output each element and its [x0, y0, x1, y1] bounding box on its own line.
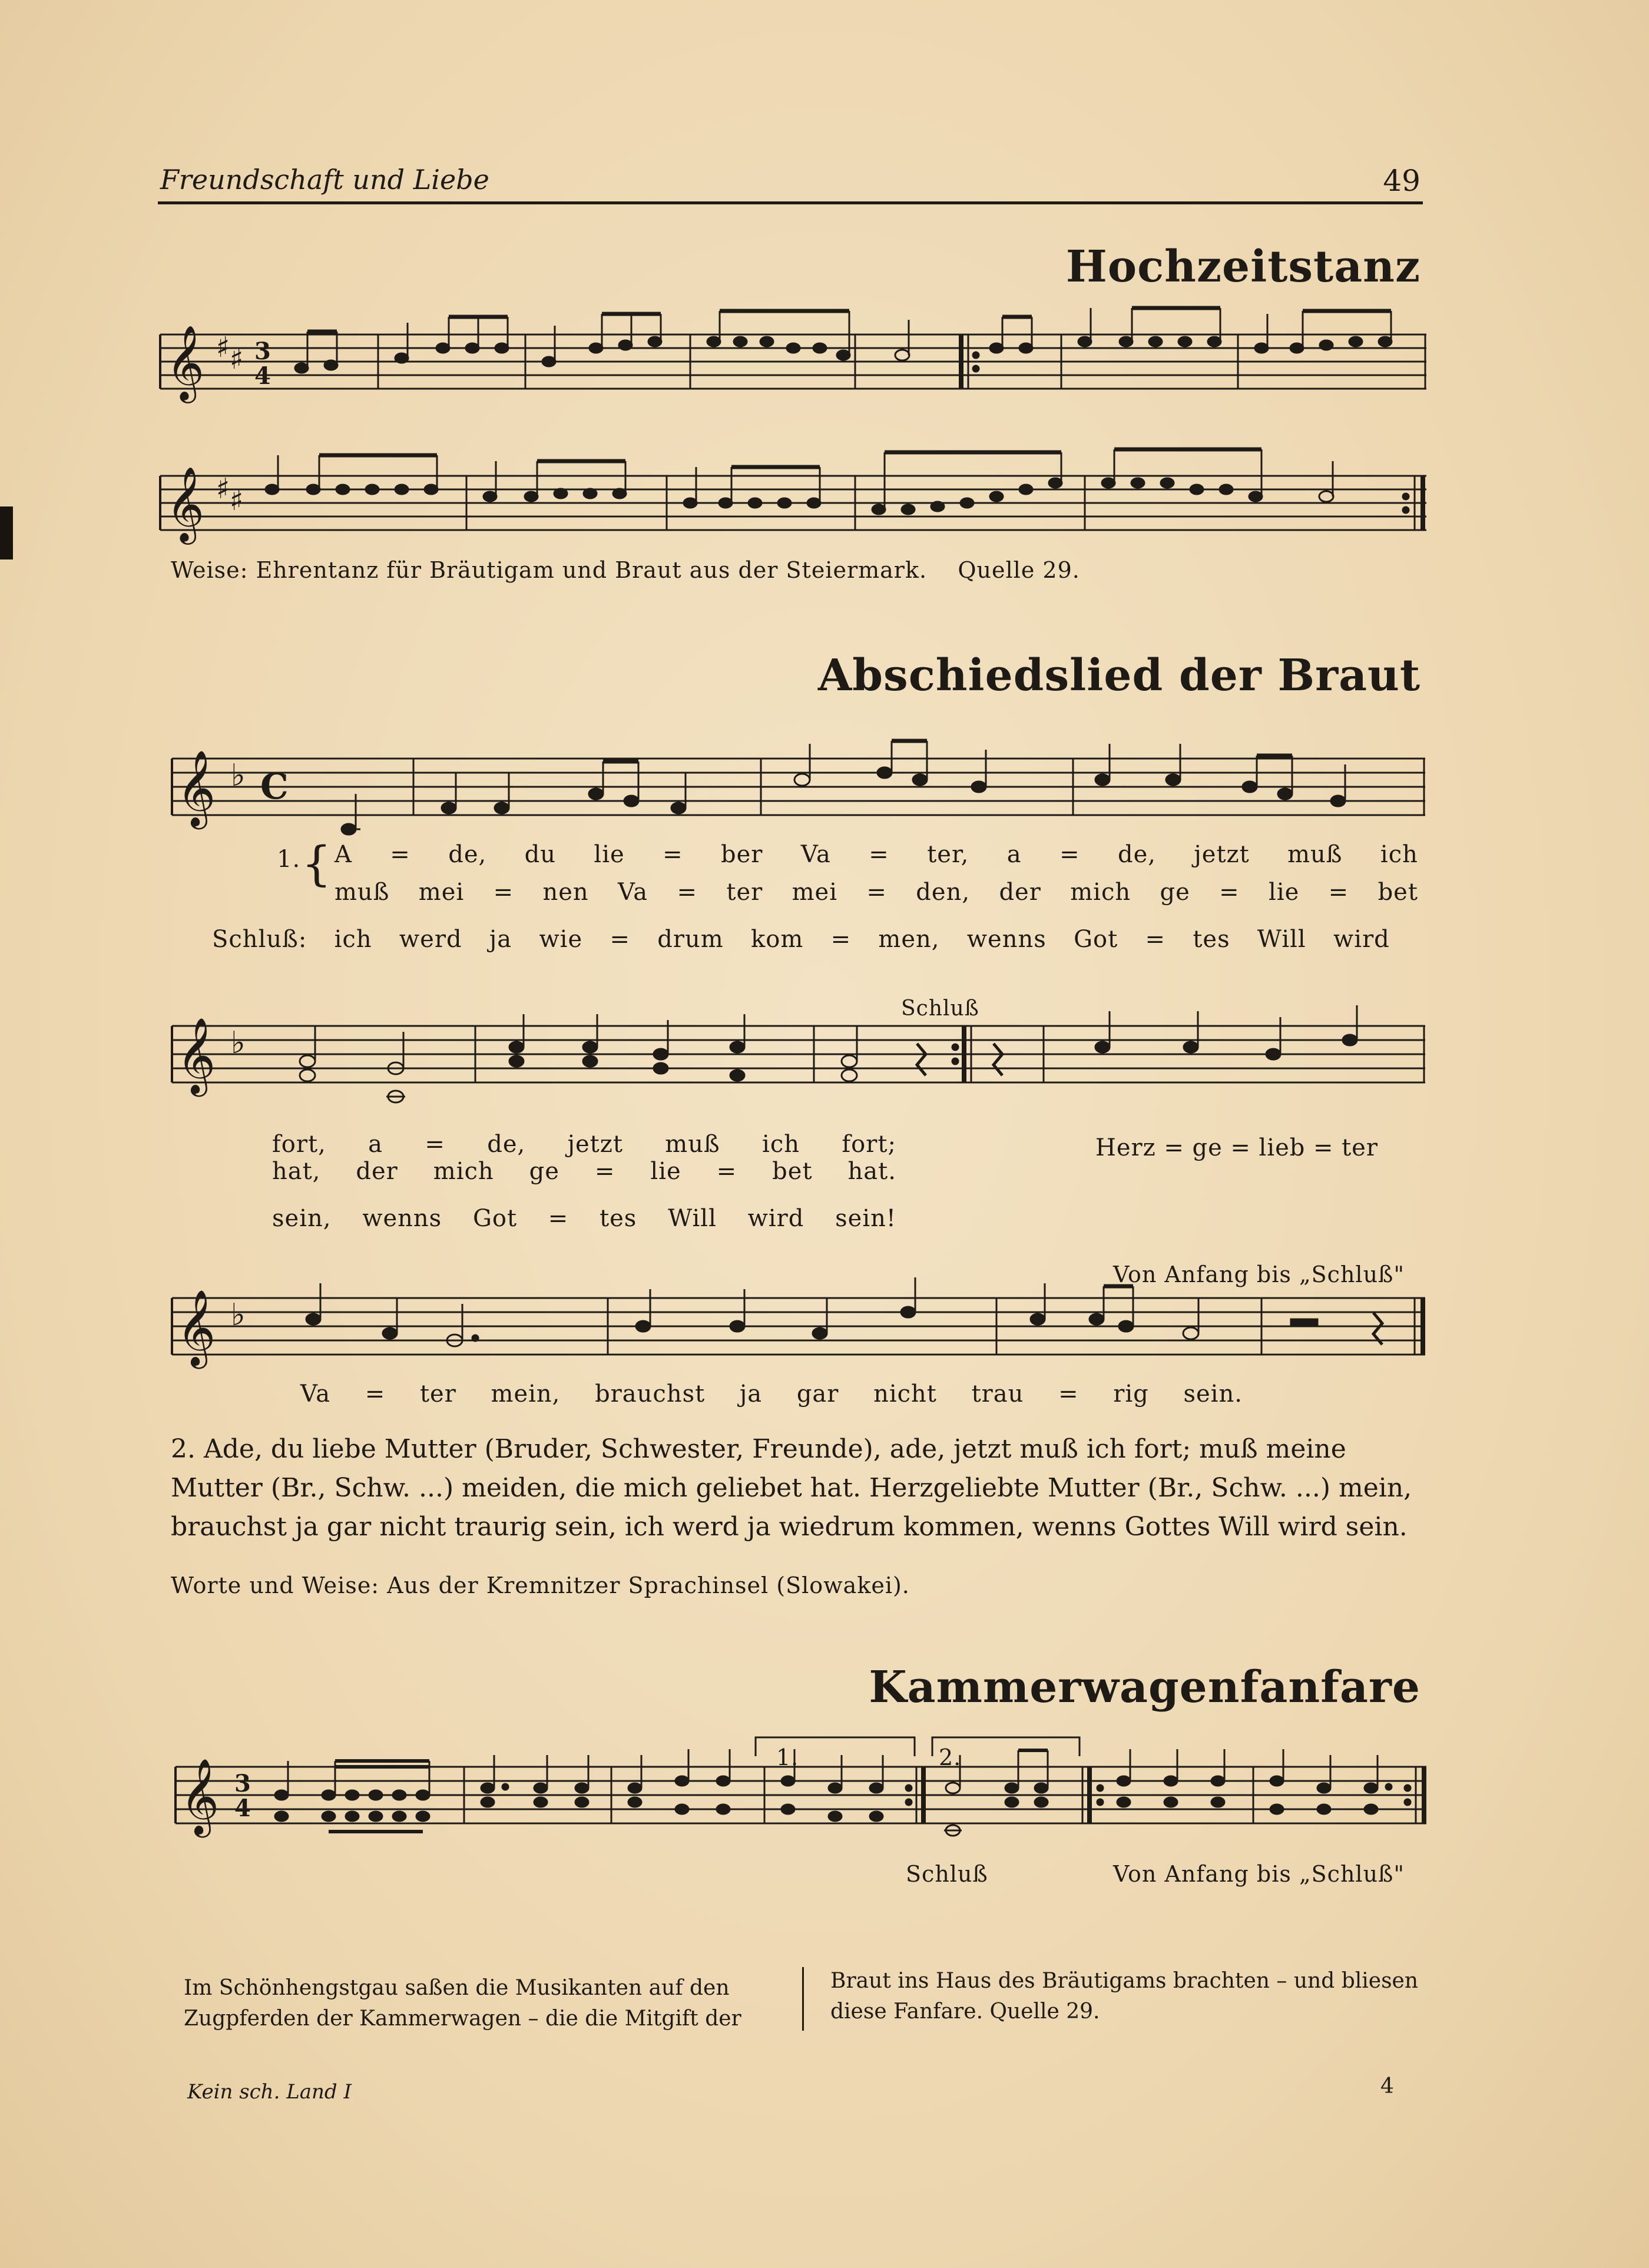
lyric-syllable: hat. — [847, 1158, 896, 1185]
lyrics-line2-verse2 — [272, 1158, 896, 1185]
lyric-syllable: mich — [1070, 879, 1131, 906]
song1-source: Weise: Ehrentanz für Bräutigam und Braut aus der Steiermark. — [171, 557, 928, 583]
lyric-syllable: bet — [772, 1158, 813, 1185]
lyric-syllable: mei — [418, 879, 465, 906]
song1-source-caption — [171, 557, 1080, 583]
lyric-hyphen: = — [677, 879, 697, 906]
lyrics-line1-verse1 — [335, 841, 1418, 868]
svg-text:♭: ♭ — [231, 1297, 246, 1333]
lyric-syllable: ge — [1160, 879, 1190, 906]
lyric-syllable: muß — [665, 1131, 720, 1158]
lyric-syllable: Got — [1074, 926, 1118, 953]
lyric-syllable: ich — [762, 1131, 800, 1158]
lyric-syllable: sein! — [835, 1205, 896, 1232]
lyric-syllable: nicht — [873, 1380, 937, 1408]
lyrics-line1-ending — [212, 926, 1390, 953]
lyric-syllable: Herz — [1095, 1134, 1156, 1161]
lyric-syllable: a — [368, 1131, 383, 1158]
lyric-hyphen: = — [830, 926, 852, 953]
lyric-syllable: drum — [657, 926, 724, 953]
svg-text:4: 4 — [254, 362, 271, 390]
svg-text:𝄞: 𝄞 — [177, 750, 216, 826]
lyric-syllable: den, — [916, 879, 971, 906]
svg-text:♭: ♭ — [231, 1025, 246, 1061]
lyric-syllable: bet — [1378, 879, 1418, 906]
schluss-mark-fanfare: Schluß — [906, 1861, 988, 1887]
music-staff-kammerwagenfanfare — [176, 1737, 1426, 1843]
lyric-syllable: wenns — [362, 1205, 442, 1232]
lyric-syllable: fort; — [842, 1131, 896, 1158]
lyric-syllable: Will — [1257, 926, 1306, 953]
svg-text:𝄞: 𝄞 — [166, 466, 205, 541]
lyric-syllable: Va — [618, 879, 648, 906]
lyric-syllable: kom — [751, 926, 804, 953]
lyric-syllable: de, — [487, 1131, 526, 1158]
song1-quelle: Quelle 29. — [958, 557, 1080, 583]
lyric-syllable: nen — [542, 879, 589, 906]
lyric-syllable: hat, — [272, 1158, 321, 1185]
lyric-syllable: A — [335, 841, 352, 868]
verse-brace: { — [302, 836, 332, 891]
svg-text:♯: ♯ — [216, 331, 230, 364]
da-capo-abschiedslied: Von Anfang bis „Schluß" — [1113, 1262, 1405, 1287]
lyric-syllable: muß — [335, 879, 390, 906]
music-staff-abschiedslied-3 — [172, 1286, 1425, 1369]
lyric-hyphen: = — [425, 1131, 445, 1158]
footer-sheet-number: 4 — [1380, 2074, 1394, 2098]
lyric-syllable: rig — [1113, 1380, 1149, 1408]
volta-2-label: 2. — [939, 1744, 962, 1770]
lyric-syllable: sein, — [272, 1205, 332, 1232]
lyric-syllable: sein. — [1183, 1380, 1243, 1408]
lyrics-line2-refrain — [1095, 1134, 1378, 1161]
lyric-syllable: ge — [529, 1158, 559, 1185]
lyric-syllable: werd — [399, 926, 462, 953]
lyric-syllable: ter — [726, 879, 763, 906]
schluss-mark-abschiedslied: Schluß — [901, 996, 979, 1021]
lyric-syllable: Will — [668, 1205, 717, 1232]
lyric-syllable: ter — [1342, 1134, 1378, 1161]
lyric-hyphen: = — [1230, 1134, 1251, 1161]
lyrics-line2-ending — [272, 1205, 896, 1232]
lyric-syllable: wenns — [966, 926, 1047, 953]
lyric-syllable: ter — [419, 1380, 456, 1408]
lyric-syllable: Va — [300, 1380, 331, 1408]
lyric-hyphen: = — [716, 1158, 737, 1185]
lyric-syllable: ter, — [927, 841, 969, 868]
lyric-hyphen: = — [1145, 926, 1166, 953]
lyric-syllable: ich — [1380, 841, 1418, 868]
lyric-syllable: ber — [721, 841, 763, 868]
music-staff-hochzeitstanz-1 — [160, 323, 1426, 399]
lyric-hyphen: = — [594, 1158, 615, 1185]
svg-text:𝄞: 𝄞 — [177, 1289, 216, 1366]
lyric-syllable: tes — [1193, 926, 1230, 953]
lyrics-line2-verse1 — [272, 1131, 896, 1158]
binding-edge-mark — [0, 506, 13, 559]
song2-source-caption: Worte und Weise: Aus der Kremnitzer Sprachinsel (Slowakei). — [171, 1572, 910, 1598]
lyric-hyphen: = — [663, 841, 683, 868]
svg-text:♯: ♯ — [216, 472, 230, 505]
lyric-syllable: mich — [433, 1158, 494, 1185]
lyric-syllable: du — [524, 841, 556, 868]
svg-text:𝄞: 𝄞 — [166, 325, 205, 400]
da-capo-fanfare: Von Anfang bis „Schluß" — [1113, 1861, 1405, 1887]
lyric-syllable: men, — [878, 926, 940, 953]
lyric-hyphen: = — [610, 926, 630, 953]
lyric-hyphen: = — [1058, 1380, 1079, 1408]
lyric-syllable: tes — [600, 1205, 637, 1232]
page-number: 49 — [1383, 164, 1420, 198]
running-header: Freundschaft und Liebe — [160, 164, 489, 196]
verse-2-text: 2. Ade, du liebe Mutter (Bruder, Schwester, Freunde), ade, jetzt muß ich fort; muß meine Mutter (Br., Schw. ...) meiden, die mich geliebet hat. Herzgeliebte Mutter (Br., Schw. ...) mein, brauchst ja gar nicht traurig sein, ich werd ja wiedrum kommen, wenns Gottes Will wird sein. — [171, 1434, 1412, 1542]
lyric-syllable: de, — [1117, 841, 1156, 868]
lyric-syllable: trau — [971, 1380, 1024, 1408]
music-staff-abschiedslied-1 — [172, 747, 1425, 841]
lyric-syllable: lie — [594, 841, 625, 868]
lyric-syllable: Got — [472, 1205, 518, 1232]
lyric-syllable: jetzt — [567, 1131, 623, 1158]
lyrics-line1-verse2 — [335, 879, 1418, 906]
svg-text:4: 4 — [234, 1794, 251, 1822]
lyric-syllable: ja — [739, 1380, 763, 1408]
lyric-syllable: ge — [1192, 1134, 1223, 1161]
lyric-syllable: der — [999, 879, 1041, 906]
lyric-hyphen: = — [1219, 879, 1240, 906]
verse-number: 1. — [277, 846, 301, 873]
lyric-hyphen: = — [493, 879, 514, 906]
svg-text:♭: ♭ — [231, 758, 246, 793]
lyrics-line3 — [300, 1380, 1243, 1408]
lyric-syllable: lie — [650, 1158, 681, 1185]
lyric-hyphen: = — [866, 879, 887, 906]
header-rule — [158, 201, 1423, 204]
lyric-syllable: lie — [1269, 879, 1300, 906]
note-column-divider — [802, 1967, 804, 2031]
lyric-syllable: fort, — [272, 1131, 326, 1158]
lyric-hyphen: = — [869, 841, 889, 868]
lyric-hyphen: = — [1313, 1134, 1334, 1161]
lyric-syllable: muß — [1287, 841, 1343, 868]
lyric-syllable: de, — [448, 841, 487, 868]
music-staff-hochzeitstanz-2 — [160, 464, 1426, 541]
volta-1-label: 1. — [776, 1744, 799, 1770]
fanfare-note-right: Braut ins Haus des Bräutigams brachten – und bliesen diese Fanfare. Quelle 29. — [830, 1969, 1419, 2024]
lyric-syllable: ich — [334, 926, 372, 953]
lyric-hyphen: = — [390, 841, 410, 868]
song-title-kammerwagenfanfare: Kammerwagenfanfare — [869, 1662, 1420, 1713]
svg-text:♯: ♯ — [230, 343, 244, 376]
lyric-syllable: gar — [796, 1380, 839, 1408]
song-title-abschiedslied: Abschiedslied der Braut — [817, 650, 1420, 701]
footer-signature: Kein sch. Land I — [187, 2080, 352, 2104]
svg-text:3: 3 — [234, 1770, 251, 1797]
lyric-syllable: der — [356, 1158, 398, 1185]
lyric-syllable: jetzt — [1194, 841, 1250, 868]
lyric-syllable: mein, — [491, 1380, 561, 1408]
fanfare-note-left: Im Schönhengstgau saßen die Musikanten auf den Zugpferden der Kammerwagen – die die Mitgift der — [184, 1976, 741, 2031]
lyric-syllable: mei — [792, 879, 838, 906]
lyric-hyphen: = — [548, 1205, 569, 1232]
song-title-hochzeitstanz: Hochzeitstanz — [1065, 241, 1420, 292]
lyric-hyphen: = — [1328, 879, 1349, 906]
lyric-syllable: Schluß: — [212, 926, 307, 953]
lyric-syllable: brauchst — [595, 1380, 706, 1408]
music-staff-abschiedslied-2 — [172, 1014, 1425, 1108]
lyric-syllable: wird — [1333, 926, 1390, 953]
svg-text:𝄞: 𝄞 — [177, 1017, 216, 1094]
svg-text:C: C — [260, 766, 289, 807]
lyric-hyphen: = — [1164, 1134, 1184, 1161]
lyric-hyphen: = — [1059, 841, 1080, 868]
lyric-syllable: ja — [489, 926, 512, 953]
svg-text:3: 3 — [254, 337, 271, 365]
svg-text:𝄞: 𝄞 — [180, 1758, 220, 1835]
lyric-hyphen: = — [365, 1380, 386, 1408]
lyric-syllable: lieb — [1259, 1134, 1306, 1161]
lyric-syllable: Va — [800, 841, 831, 868]
lyric-syllable: wie — [539, 926, 583, 953]
svg-text:♯: ♯ — [230, 484, 244, 517]
lyric-syllable: a — [1006, 841, 1022, 868]
lyric-syllable: wird — [747, 1205, 804, 1232]
